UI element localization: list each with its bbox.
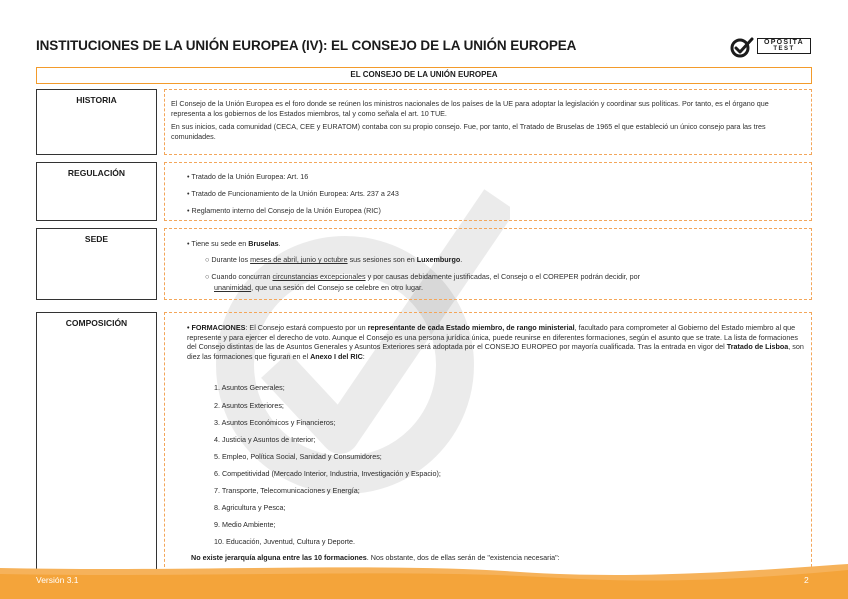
sede-text: , que una sesión del Consejo se celebre en otro lugar.	[251, 283, 423, 292]
sede-text: • Tiene su sede en	[187, 239, 249, 248]
content-sede	[164, 228, 812, 300]
logo-text-bottom: TEST	[773, 46, 795, 52]
composicion-text: :	[362, 351, 365, 361]
list-item: 1. Asuntos Generales;	[214, 383, 285, 392]
footer-wave	[0, 560, 848, 599]
sede-city: Bruselas	[248, 239, 279, 248]
label-composicion: COMPOSICIÓN	[36, 312, 157, 572]
regulacion-item-2: • Tratado de Funcionamiento de la Unión Europea: Arts. 237 a 243	[187, 189, 399, 198]
anexo-ric: Anexo I del RIC	[310, 351, 363, 361]
composicion-emphasis: representante de cada Estado miembro, de rango ministerial	[367, 323, 575, 332]
logo-text-top: OPOSITA	[763, 39, 805, 46]
historia-paragraph-2: En sus inicios, cada comunidad (CECA, CEE y EURATOM) contaba con su propio consejo. Fue, por tanto, el Tratado de Bruselas de 1965 el que estableció un único consejo para las tres comunidades.	[171, 122, 766, 141]
sede-circumstances: circunstancias excepcionales	[272, 272, 366, 281]
label-historia: HISTORIA	[36, 89, 157, 155]
list-item: 6. Competitividad (Mercado Interior, Industria, Investigación y Espacio);	[214, 469, 441, 478]
sede-luxembourg: Luxemburgo	[416, 255, 461, 264]
section-banner: EL CONSEJO DE LA UNIÓN EUROPEA	[36, 67, 812, 84]
tratado-lisboa: Tratado de Lisboa	[726, 342, 789, 351]
formaciones-heading: • FORMACIONES	[187, 323, 246, 332]
historia-paragraph-1: El Consejo de la Unión Europea es el foro donde se reúnen los ministros nacionales de los países de la UE para adoptar la legislación y coordinar sus políticas. Por tanto, es el órgano que representa a los gobiernos de los Estados miembros, tal y como señala el art. 10 TUE.	[171, 99, 769, 118]
sede-text: ○ Cuando concurran	[205, 272, 273, 281]
sede-line-2	[205, 255, 462, 265]
list-item: 3. Asuntos Económicos y Financieros;	[214, 418, 336, 427]
label-regulacion: REGULACIÓN	[36, 162, 157, 221]
sede-line-1	[187, 239, 281, 249]
sede-text: .	[278, 239, 281, 248]
list-item: 8. Agricultura y Pesca;	[214, 503, 286, 512]
sede-unanimity: unanimidad	[214, 283, 252, 292]
content-historia	[164, 89, 812, 155]
list-item: 2. Asuntos Exteriores;	[214, 401, 284, 410]
list-item: 4. Justicia y Asuntos de Interior;	[214, 435, 316, 444]
composicion-text: , facultado para comprometer al Gobierno del Estado miembro al que represente y para ejercer el derecho de voto. Aunque el Consejo es una persona jurídica única, puede reunirse en diferentes formaciones, según el asunto que se trate. La lista de formaciones del Consejo distintas de las de Asuntos Generales y Asuntos Exteriores será adoptada por el CONSEJO EUROPEO por mayoría cualificada. Tras la entrada en vigor del	[187, 323, 798, 351]
version-label: Versión 3.1	[36, 575, 79, 585]
list-item: 7. Transporte, Telecomunicaciones y Energía;	[214, 486, 360, 495]
sede-text: ○ Durante los	[205, 255, 251, 264]
hierarchy-emphasis: No existe jerarquía alguna entre las 10 formaciones	[191, 553, 367, 562]
regulacion-item-3: • Reglamento interno del Consejo de la Unión Europea (RIC)	[187, 206, 381, 215]
sede-text: sus sesiones son en	[347, 255, 417, 264]
list-item: 5. Empleo, Política Social, Sanidad y Consumidores;	[214, 452, 382, 461]
composicion-formaciones-paragraph	[187, 323, 805, 361]
sede-text: y por causas debidamente justificadas, el Consejo o el COREPER podrán decidir, por	[365, 272, 641, 281]
content-regulacion	[164, 162, 812, 221]
logo-wordmark	[757, 38, 811, 54]
composicion-text: : El Consejo estará compuesto por un	[245, 323, 368, 332]
page-number: 2	[804, 575, 809, 585]
composicion-text: , son diez las formaciones que figuran en el	[187, 342, 804, 361]
list-item: 9. Medio Ambiente;	[214, 520, 276, 529]
sede-months: meses de abril, junio y octubre	[250, 255, 348, 264]
page-title: INSTITUCIONES DE LA UNIÓN EUROPEA (IV): EL CONSEJO DE LA UNIÓN EUROPEA	[36, 38, 577, 53]
regulacion-item-1: • Tratado de la Unión Europea: Art. 16	[187, 172, 309, 181]
check-badge-icon	[730, 36, 754, 58]
sede-line-3	[205, 271, 805, 293]
label-sede: SEDE	[36, 228, 157, 300]
opositatest-logo	[730, 36, 814, 58]
sede-text: .	[460, 255, 463, 264]
list-item: 10. Educación, Juventud, Cultura y Deporte.	[214, 537, 356, 546]
hierarchy-text: . Nos obstante, dos de ellas serán de "existencia necesaria":	[366, 553, 560, 562]
